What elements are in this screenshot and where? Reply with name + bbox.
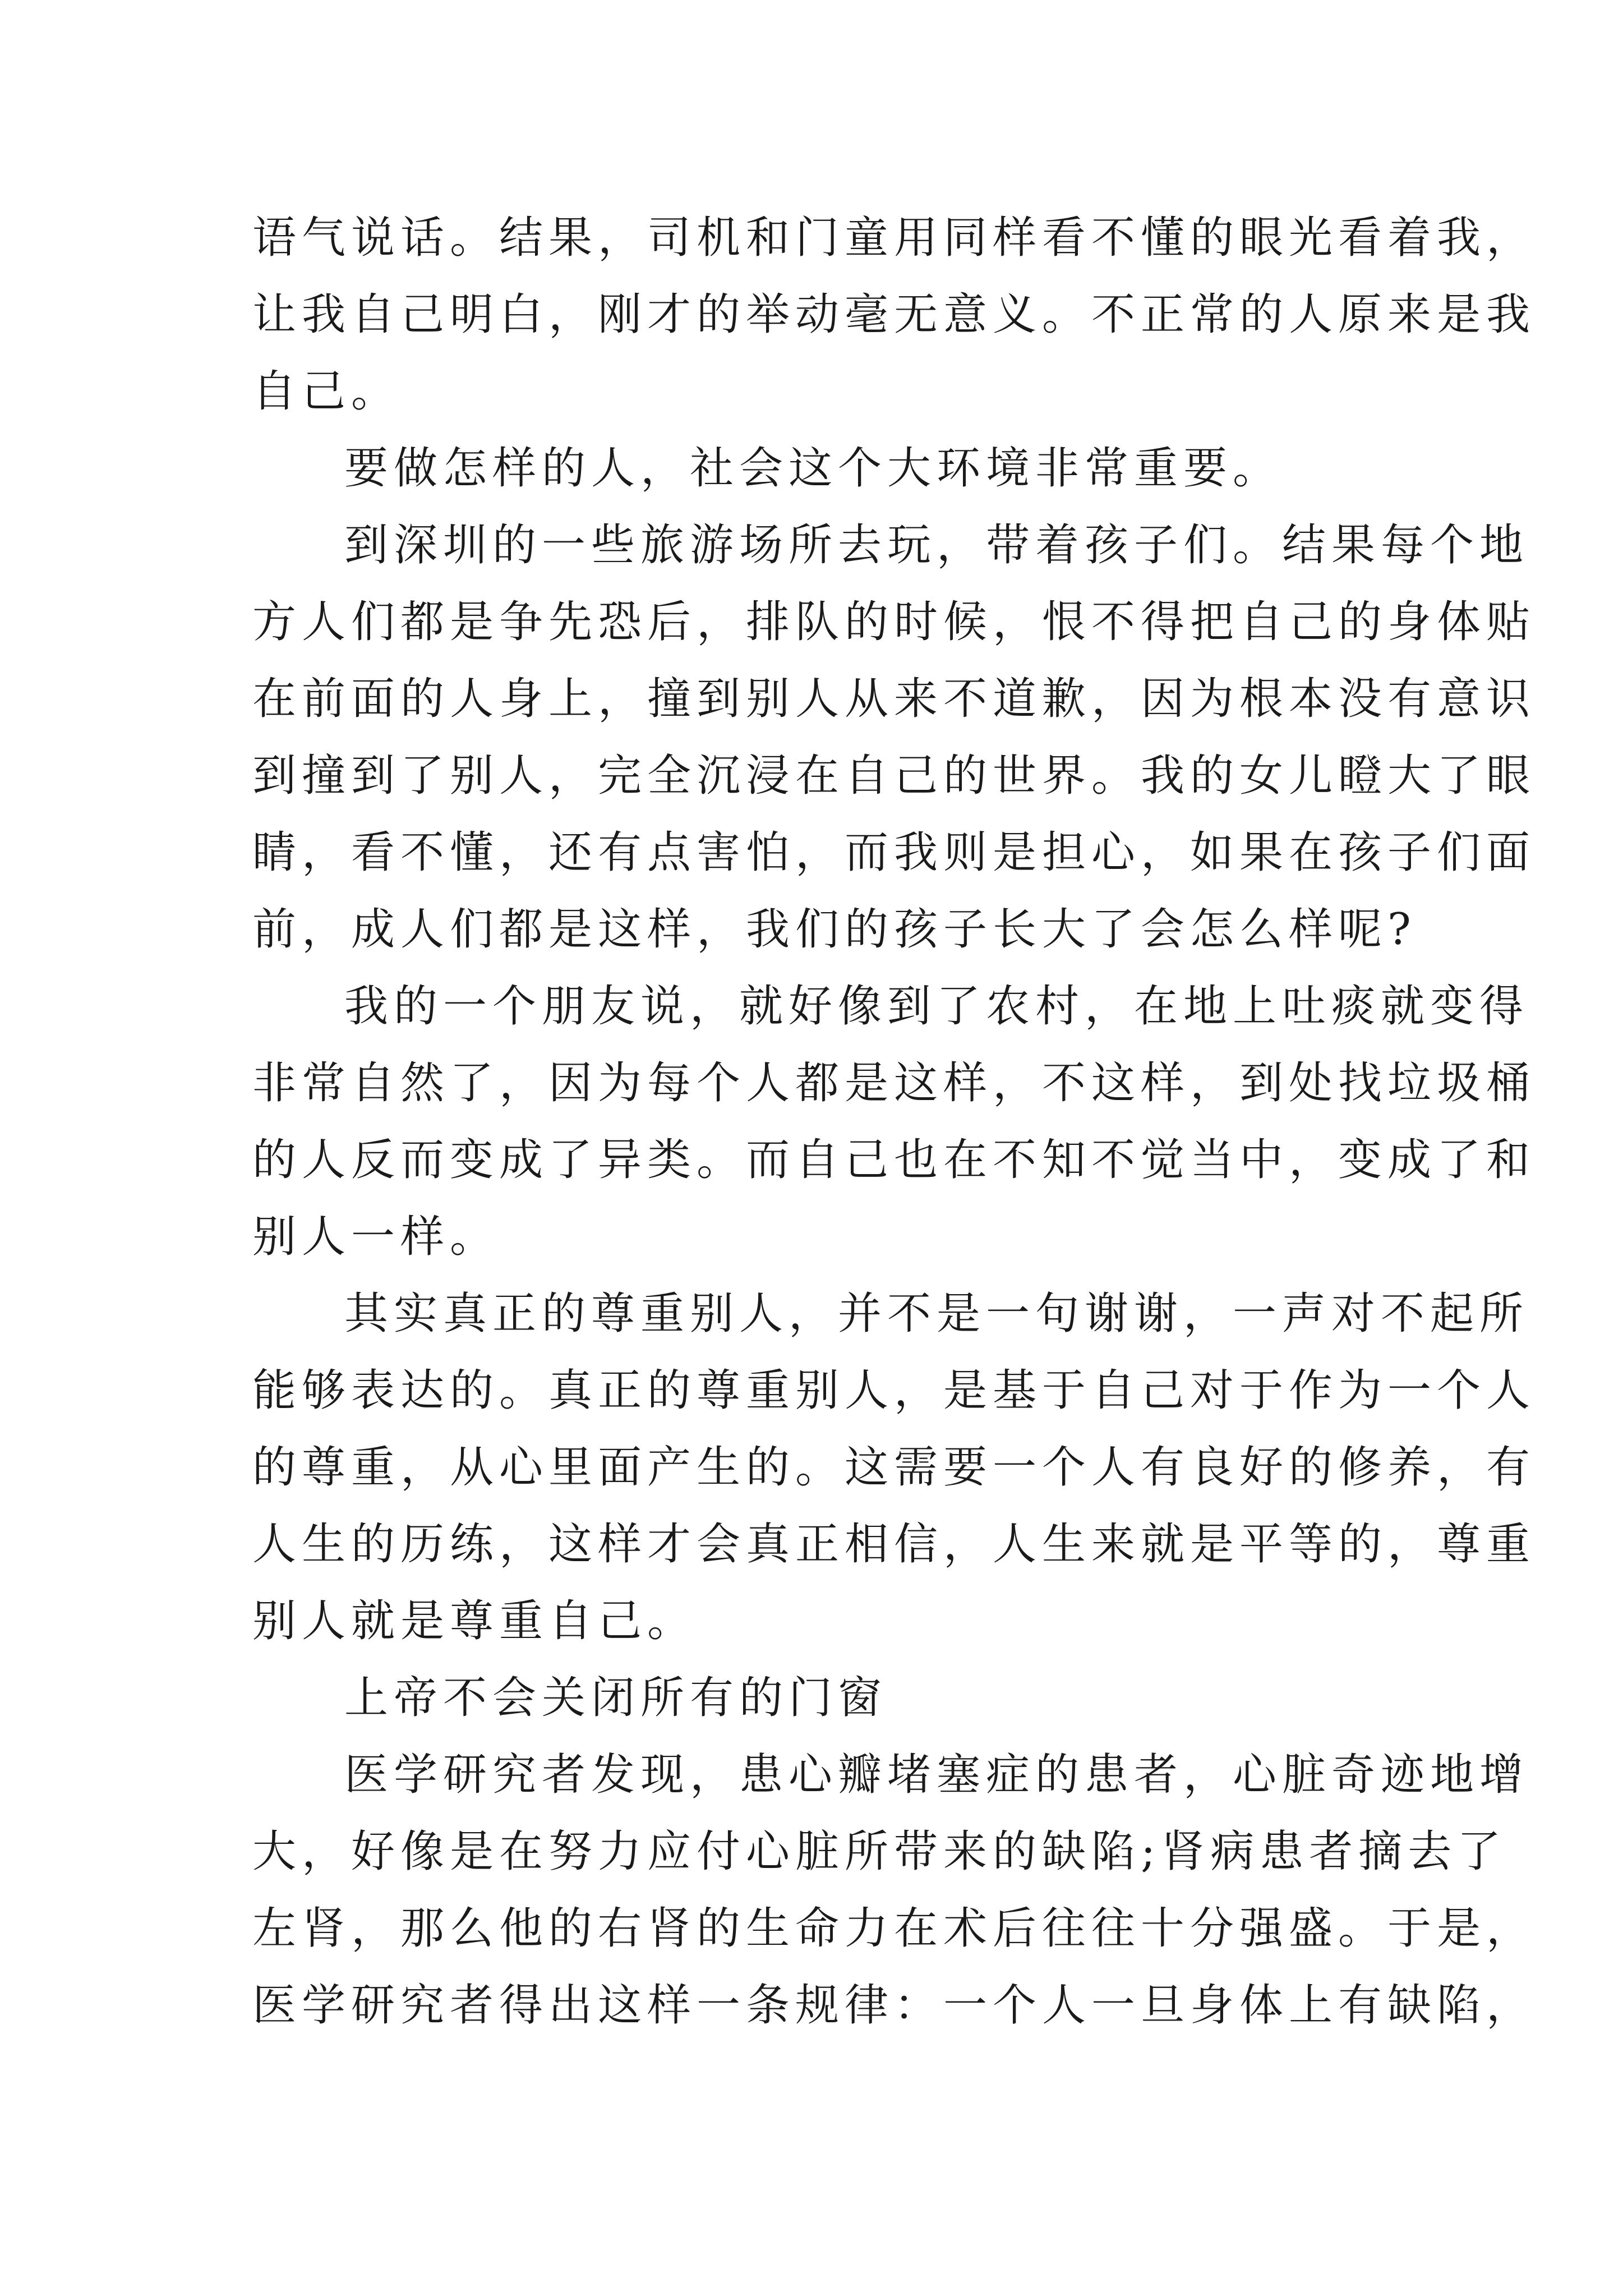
paragraph-first-line: 其实真正的尊重别人，并不是一句谢谢，一声对不起所 <box>344 1289 1529 1339</box>
text-line: 让我自己明白，刚才的举动毫无意义。不正常的人原来是我 <box>252 289 1536 340</box>
text-line: 人生的历练，这样才会真正相信，人生来就是平等的，尊重 <box>252 1519 1536 1570</box>
text-line: 到撞到了别人，完全沉浸在自己的世界。我的女儿瞪大了眼 <box>252 751 1536 801</box>
text-line: 前，成人们都是这样，我们的孩子长大了会怎么样呢? <box>252 904 1417 955</box>
paragraph-first-line: 到深圳的一些旅游场所去玩，带着孩子们。结果每个地 <box>344 520 1529 570</box>
paragraph-first-line: 上帝不会关闭所有的门窗 <box>344 1673 888 1723</box>
text-line: 左肾，那么他的右肾的生命力在术后往往十分强盛。于是， <box>252 1903 1536 1954</box>
text-line: 非常自然了，因为每个人都是这样，不这样，到处找垃圾桶 <box>252 1058 1536 1108</box>
text-line: 自己。 <box>252 366 401 417</box>
text-line: 方人们都是争先恐后，排队的时候，恨不得把自己的身体贴 <box>252 597 1536 647</box>
text-line: 别人就是尊重自己。 <box>252 1596 697 1646</box>
text-line: 语气说话。结果，司机和门童用同样看不懂的眼光看着我， <box>252 213 1536 263</box>
paragraph-first-line: 医学研究者发现，患心瓣堵塞症的患者，心脏奇迹地增 <box>344 1750 1529 1800</box>
text-line: 的人反而变成了异类。而自己也在不知不觉当中，变成了和 <box>252 1135 1536 1185</box>
paragraph-first-line: 要做怎样的人，社会这个大环境非常重要。 <box>344 443 1283 494</box>
text-line: 大，好像是在努力应付心脏所带来的缺陷;肾病患者摘去了 <box>252 1826 1507 1877</box>
text-line: 睛，看不懂，还有点害怕，而我则是担心，如果在孩子们面 <box>252 827 1536 878</box>
text-line: 在前面的人身上，撞到别人从来不道歉，因为根本没有意识 <box>252 674 1536 724</box>
body-text <box>252 200 1536 2044</box>
text-line: 能够表达的。真正的尊重别人，是基于自己对于作为一个人 <box>252 1365 1536 1416</box>
text-line: 的尊重，从心里面产生的。这需要一个人有良好的修养，有 <box>252 1442 1536 1493</box>
text-line: 医学研究者得出这样一条规律：一个人一旦身体上有缺陷， <box>252 1980 1536 2031</box>
paragraph-first-line: 我的一个朋友说，就好像到了农村，在地上吐痰就变得 <box>344 981 1529 1032</box>
text-line: 别人一样。 <box>252 1212 500 1262</box>
